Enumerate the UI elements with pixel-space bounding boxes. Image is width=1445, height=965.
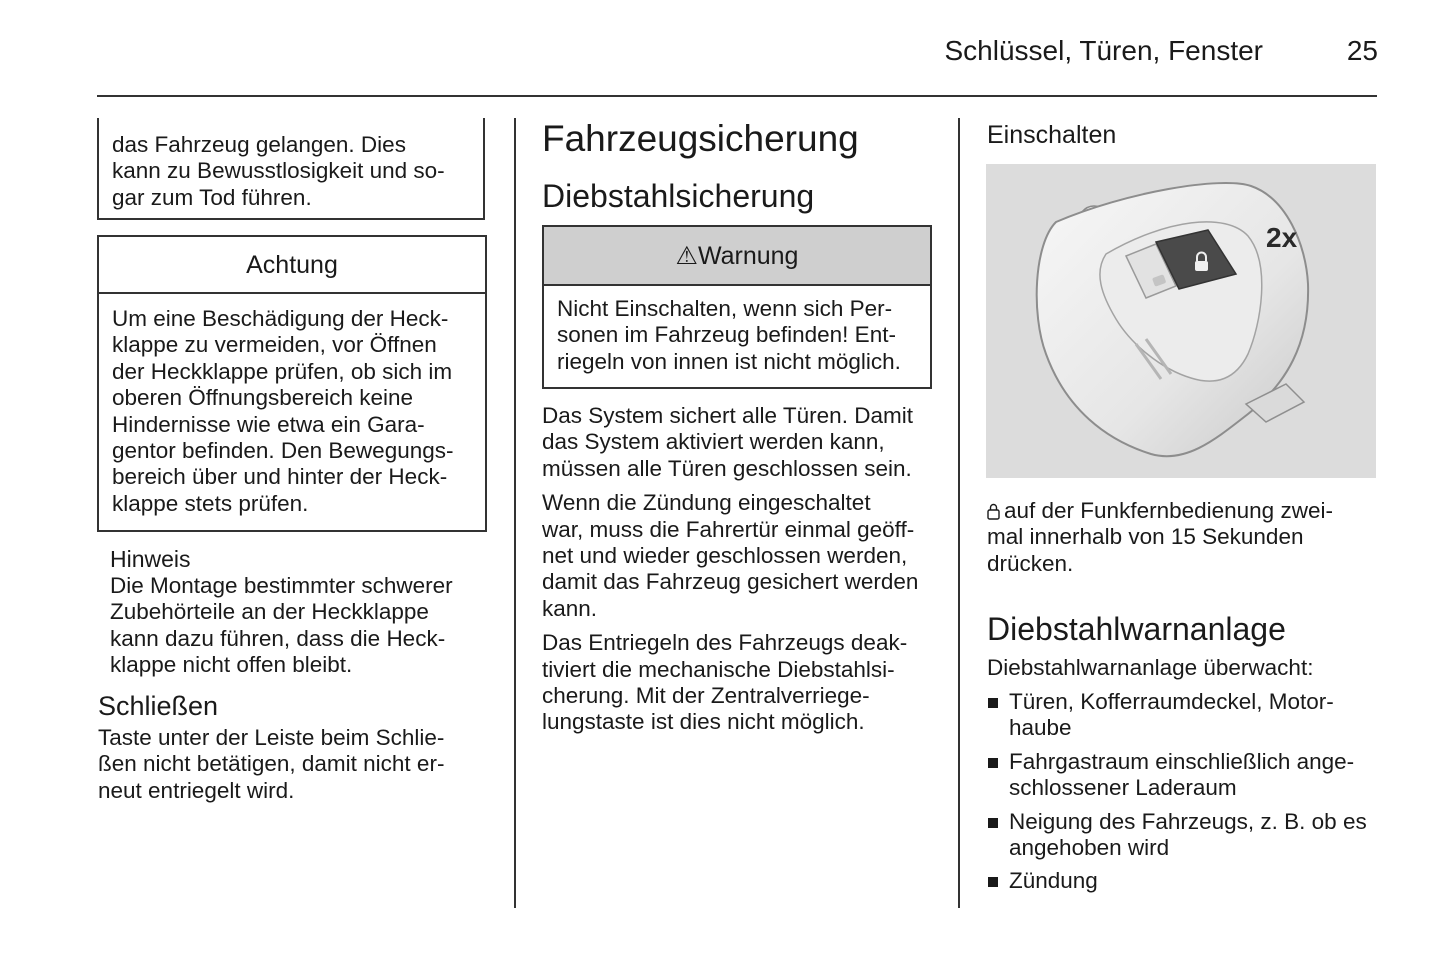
body-text [542, 403, 937, 744]
subsection-title: Diebstahlsicherung [542, 178, 815, 214]
text-line: klappe nicht offen bleibt. [110, 652, 353, 678]
paragraph [542, 403, 937, 482]
text-line: Zubehörteile an der Heckklappe [110, 599, 429, 625]
text-line: das Fahrzeug gelangen. Dies [112, 132, 406, 157]
lock-icon [987, 503, 1000, 520]
text-line: net und wieder geschlossen werden, [542, 543, 908, 569]
warnung-box [542, 225, 932, 389]
list-item: Türen, Kofferraumdeckel, Motor- haube [987, 689, 1382, 742]
page-number: 25 [1346, 35, 1378, 66]
text-line: lungstaste ist dies nicht möglich. [542, 709, 865, 735]
text-line: Um eine Beschädigung der Heck- [112, 306, 449, 331]
text-line: damit das Fahrzeug gesichert werden [542, 569, 919, 595]
text-line: kann. [542, 595, 598, 621]
schliessen-heading: Schließen [98, 691, 219, 721]
text-line: Hindernisse wie etwa ein Gara- [112, 411, 425, 437]
warning-continuation-box [97, 118, 485, 220]
text-line: cherung. Mit der Zentralverriege- [542, 683, 870, 709]
bullet [988, 877, 998, 887]
text-line: war, muss die Fahrertür einmal geöff- [542, 516, 915, 542]
column-separator-left [514, 118, 516, 908]
bullet [988, 758, 998, 768]
text-line: auf der Funkfernbedienung zwei- [987, 498, 1377, 524]
header-rule [97, 95, 1377, 97]
section-title: Fahrzeugsicherung [542, 118, 859, 159]
list-item: Neigung des Fahrzeugs, z. B. ob es angehoben wird [987, 809, 1382, 862]
diebstahlwarnanlage-heading: Diebstahlwarnanlage [987, 611, 1286, 647]
text-line: klappe zu vermeiden, vor Öffnen [112, 332, 437, 358]
text-line: klappe stets prüfen. [112, 490, 309, 516]
text-line: kann zu Bewusstlosigkeit und so- [112, 158, 445, 184]
text-line: der Heckklappe prüfen, ob sich im [112, 358, 453, 384]
achtung-box [97, 235, 487, 532]
schliessen-text [98, 725, 478, 804]
hinweis-text [110, 573, 490, 679]
text-line: gentor befinden. Den Bewegungs- [112, 438, 454, 464]
paragraph [542, 630, 937, 736]
list-item: Fahrgastraum einschließlich ange- schlossener Laderaum [987, 749, 1382, 802]
press-count-label: 2x [1266, 222, 1298, 253]
key-fob-drawing [986, 164, 1376, 478]
text-line: Wenn die Zündung eingeschaltet [542, 490, 871, 516]
paragraph [542, 490, 937, 622]
monitored-items-list [987, 689, 1382, 902]
text-line: bereich über und hinter der Heck- [112, 464, 448, 490]
text-line: neut entriegelt wird. [98, 777, 295, 803]
warnung-title: Warnung [697, 242, 799, 270]
list-item: Zündung [987, 868, 1382, 894]
einschalten-heading: Einschalten [987, 121, 1117, 149]
text-line: drücken. [987, 550, 1074, 576]
text-line: riegeln von innen ist nicht möglich. [557, 348, 901, 374]
text-line: Nicht Einschalten, wenn sich Per- [557, 296, 893, 321]
chapter-title: Schlüssel, Türen, Fenster [944, 35, 1263, 66]
text-line: sonen im Fahrzeug befinden! Ent- [557, 322, 896, 348]
text-line: müssen alle Türen geschlossen sein. [542, 455, 912, 481]
bullet [988, 698, 998, 708]
text-line: das System aktiviert werden kann, [542, 429, 885, 455]
diebstahlwarnanlage-intro: Diebstahlwarnanlage überwacht: [987, 655, 1314, 680]
achtung-title: Achtung [99, 237, 485, 294]
key-fob-illustration [986, 164, 1376, 478]
warning-triangle-icon: ⚠ [675, 242, 698, 270]
bullet [988, 818, 998, 828]
text-line: Das System sichert alle Türen. Damit [542, 403, 913, 428]
text-line: Die Montage bestimmter schwerer [110, 573, 453, 598]
text-line: kann dazu führen, dass die Heck- [110, 625, 446, 651]
text-line: ßen nicht betätigen, damit nicht er- [98, 751, 445, 777]
einschalten-instruction [987, 498, 1377, 577]
text-line: Taste unter der Leiste beim Schlie- [98, 725, 445, 750]
text-line: tiviert die mechanische Diebstahlsi- [542, 656, 895, 682]
text-line: oberen Öffnungsbereich keine [112, 385, 414, 411]
text-line: gar zum Tod führen. [112, 184, 312, 210]
text-line: mal innerhalb von 15 Sekunden [987, 524, 1304, 550]
hinweis-title: Hinweis [110, 546, 191, 572]
column-separator-right [958, 118, 960, 908]
warnung-header [544, 227, 930, 286]
text-line: Das Entriegeln des Fahrzeugs deak- [542, 630, 908, 656]
